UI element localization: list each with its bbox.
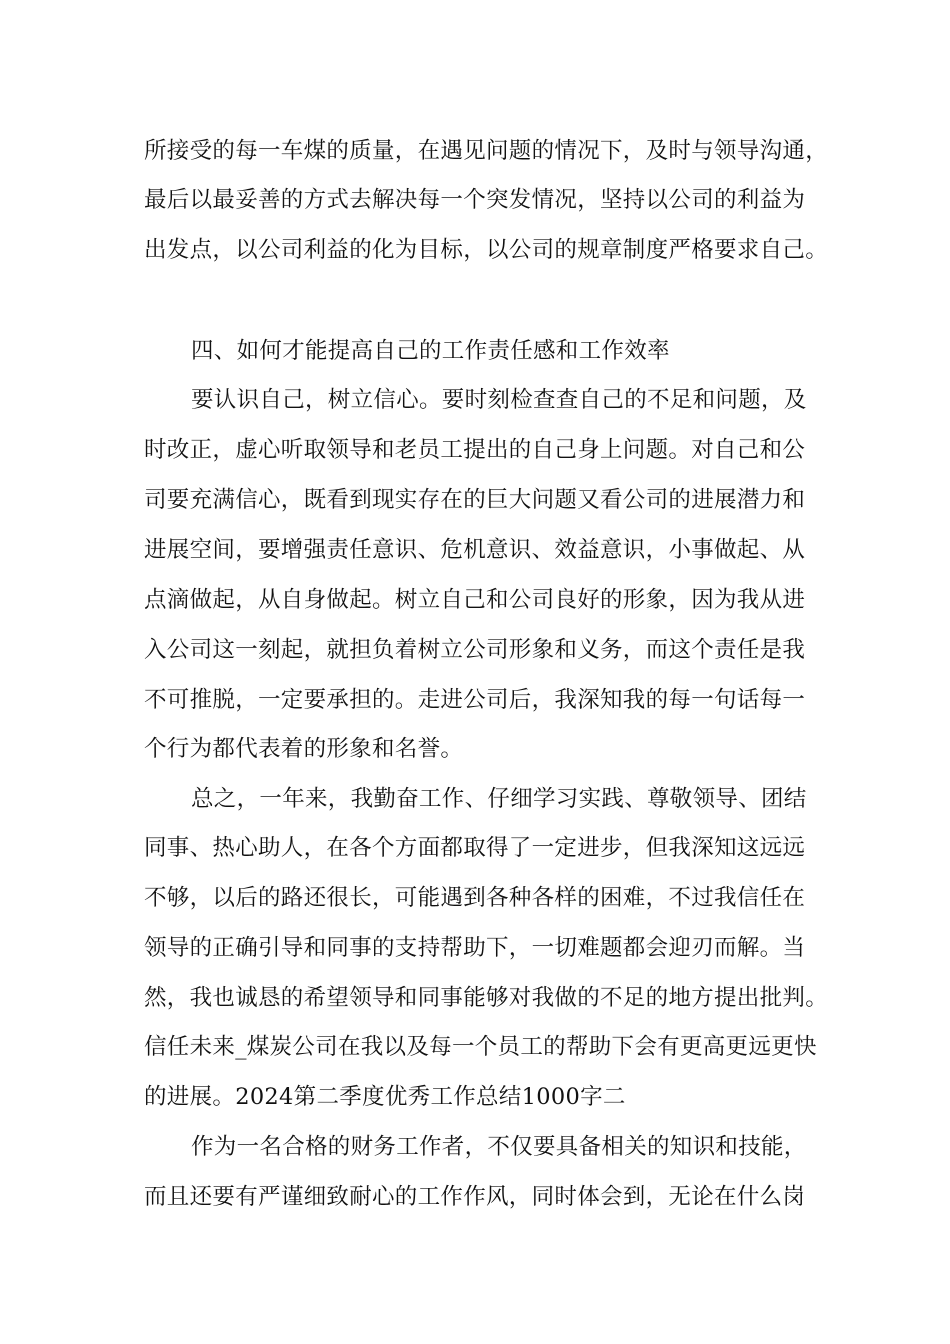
- text-line: 时改正，虚心听取领导和老员工提出的自己身上问题。对自己和公: [144, 437, 806, 463]
- text-line: 要认识自己，树立信心。要时刻检查查自己的不足和问题，及: [191, 387, 807, 413]
- text-line: 出发点，以公司利益的化为目标，以公司的规章制度严格要求自己。: [144, 237, 829, 263]
- text-line: 不够，以后的路还很长，可能遇到各种各样的困难，不过我信任在: [144, 885, 806, 911]
- text-line: 领导的正确引导和同事的支持帮助下，一切难题都会迎刃而解。当: [144, 935, 806, 961]
- section-heading: 四、如何才能提高自己的工作责任感和工作效率: [191, 338, 670, 364]
- text-line: 所接受的每一车煤的质量，在遇见问题的情况下，及时与领导沟通，: [144, 138, 829, 164]
- text-line: 而且还要有严谨细致耐心的工作作风，同时体会到，无论在什么岗: [144, 1184, 806, 1210]
- text-line: 同事、热心助人，在各个方面都取得了一定进步，但我深知这远远: [144, 835, 806, 861]
- text-line: 总之，一年来，我勤奋工作、仔细学习实践、尊敬领导、团结: [191, 786, 807, 812]
- text-line: 的进展。2024第二季度优秀工作总结1000字二: [144, 1084, 626, 1110]
- text-line: 最后以最妥善的方式去解决每一个突发情况，坚持以公司的利益为: [144, 187, 806, 213]
- text-line: 信任未来_煤炭公司在我以及每一个员工的帮助下会有更高更远更快: [144, 1034, 817, 1060]
- text-line: 点滴做起，从自身做起。树立自己和公司良好的形象，因为我从进: [144, 587, 806, 613]
- text-line: 入公司这一刻起，就担负着树立公司形象和义务，而这个责任是我: [144, 637, 806, 663]
- text-line: 司要充满信心，既看到现实存在的巨大问题又看公司的进展潜力和: [144, 487, 806, 513]
- text-line: 进展空间，要增强责任意识、危机意识、效益意识，小事做起、从: [144, 537, 806, 563]
- text-line: 作为一名合格的财务工作者，不仅要具备相关的知识和技能，: [191, 1134, 807, 1160]
- text-line: 不可推脱，一定要承担的。走进公司后，我深知我的每一句话每一: [144, 687, 806, 713]
- text-line: 个行为都代表着的形象和名誉。: [144, 736, 464, 762]
- text-line: 然，我也诚恳的希望领导和同事能够对我做的不足的地方提出批判。: [144, 985, 829, 1011]
